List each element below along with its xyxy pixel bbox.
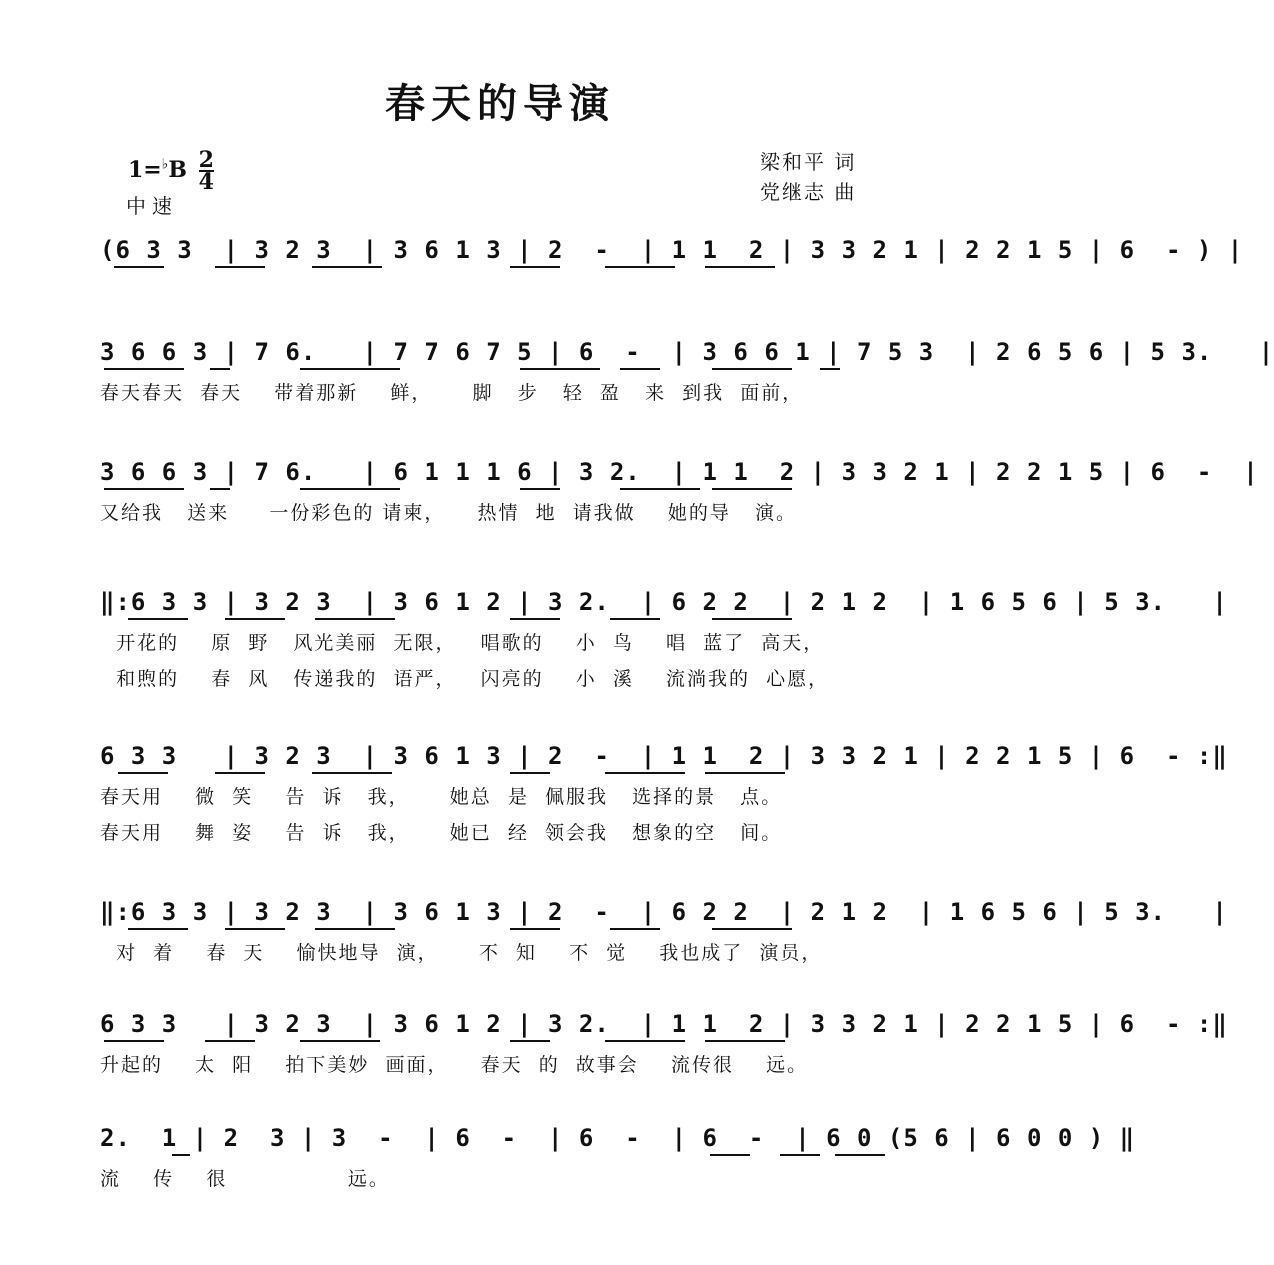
composer-credit: 党继志 曲 — [760, 180, 857, 204]
key-signature — [128, 147, 214, 195]
lyric-verse-1: 春天春天 春天 带着那新 鲜， 脚 步 轻 盈 来 到我 面前， — [100, 382, 804, 404]
notation-line: 3 6 6 3 | 7 6. | 7 7 6 7 5 | 6 - | 3 6 6 1 | 7 5 3 | 2 6 5 6 | 5 3. | — [100, 338, 1274, 366]
notation-line: ‖:6 3 3 | 3 2 3 | 3 6 1 3 | 2 - | 6 2 2 | 2 1 2 | 1 6 5 6 | 5 3. | — [100, 898, 1228, 926]
notation-line: ‖:6 3 3 | 3 2 3 | 3 6 1 2 | 3 2. | 6 2 2 | 2 1 2 | 1 6 5 6 | 5 3. | — [100, 588, 1228, 616]
lyric-verse-2: 和煦的 春 风 传递我的 语严， 闪亮的 小 溪 流淌我的 心愿， — [100, 668, 830, 690]
lyric-verse-1: 升起的 太 阳 拍下美妙 画面， 春天 的 故事会 流传很 远。 — [100, 1054, 809, 1076]
lyricist-credit: 梁和平 词 — [760, 150, 857, 174]
key-note: B — [168, 157, 187, 183]
time-signature — [198, 147, 214, 195]
beam-lines — [100, 266, 910, 268]
notation-line: 6 3 3 | 3 2 3 | 3 6 1 3 | 2 - | 1 1 2 | 3 3 2 1 | 2 2 1 5 | 6 - :‖ — [100, 742, 1228, 770]
tempo-marking: 中速 — [126, 194, 178, 218]
time-numerator: 2 — [198, 147, 214, 173]
lyric-verse-1: 开花的 原 野 风光美丽 无限， 唱歌的 小 鸟 唱 蓝了 高天， — [100, 632, 825, 654]
notation-line: 6 3 3 | 3 2 3 | 3 6 1 2 | 3 2. | 1 1 2 | 3 3 2 1 | 2 2 1 5 | 6 - :‖ — [100, 1010, 1228, 1038]
lyric-verse-1: 对 着 春 天 愉快地导 演， 不 知 不 觉 我也成了 演员， — [100, 942, 823, 964]
lyric-verse-2: 春天用 舞 姿 告 诉 我， 她已 经 领会我 想象的空 间。 — [100, 822, 783, 844]
key-base: 1= — [128, 157, 162, 183]
lyric-verse-1: 春天用 微 笑 告 诉 我， 她总 是 佩服我 选择的景 点。 — [100, 786, 783, 808]
flat-sign: ♭ — [161, 156, 169, 173]
beam-lines — [100, 618, 910, 620]
beam-lines — [100, 488, 910, 490]
lyric-verse-1: 流 传 很 远。 — [100, 1168, 390, 1190]
beam-lines — [100, 368, 910, 370]
notation-line: (6 3 3 | 3 2 3 | 3 6 1 3 | 2 - | 1 1 2 | 3 3 2 1 | 2 2 1 5 | 6 - ) | — [100, 236, 1244, 264]
time-denominator: 4 — [198, 169, 214, 195]
beam-lines — [100, 1154, 910, 1156]
beam-lines — [100, 772, 910, 774]
notation-line: 2. 1 | 2 3 | 3 - | 6 - | 6 - | 6 - | 6 0 (5 6 | 6 0 0 ) ‖ — [100, 1124, 1136, 1152]
beam-lines — [100, 1040, 910, 1042]
lyric-verse-1: 又给我 送来 一份彩色的 请柬， 热情 地 请我做 她的导 演。 — [100, 502, 797, 524]
notation-line: 3 6 6 3 | 7 6. | 6 1 1 1 6 | 3 2. | 1 1 2 | 3 3 2 1 | 2 2 1 5 | 6 - | — [100, 458, 1259, 486]
beam-lines — [100, 928, 910, 930]
song-title: 春天的导演 — [385, 80, 615, 127]
